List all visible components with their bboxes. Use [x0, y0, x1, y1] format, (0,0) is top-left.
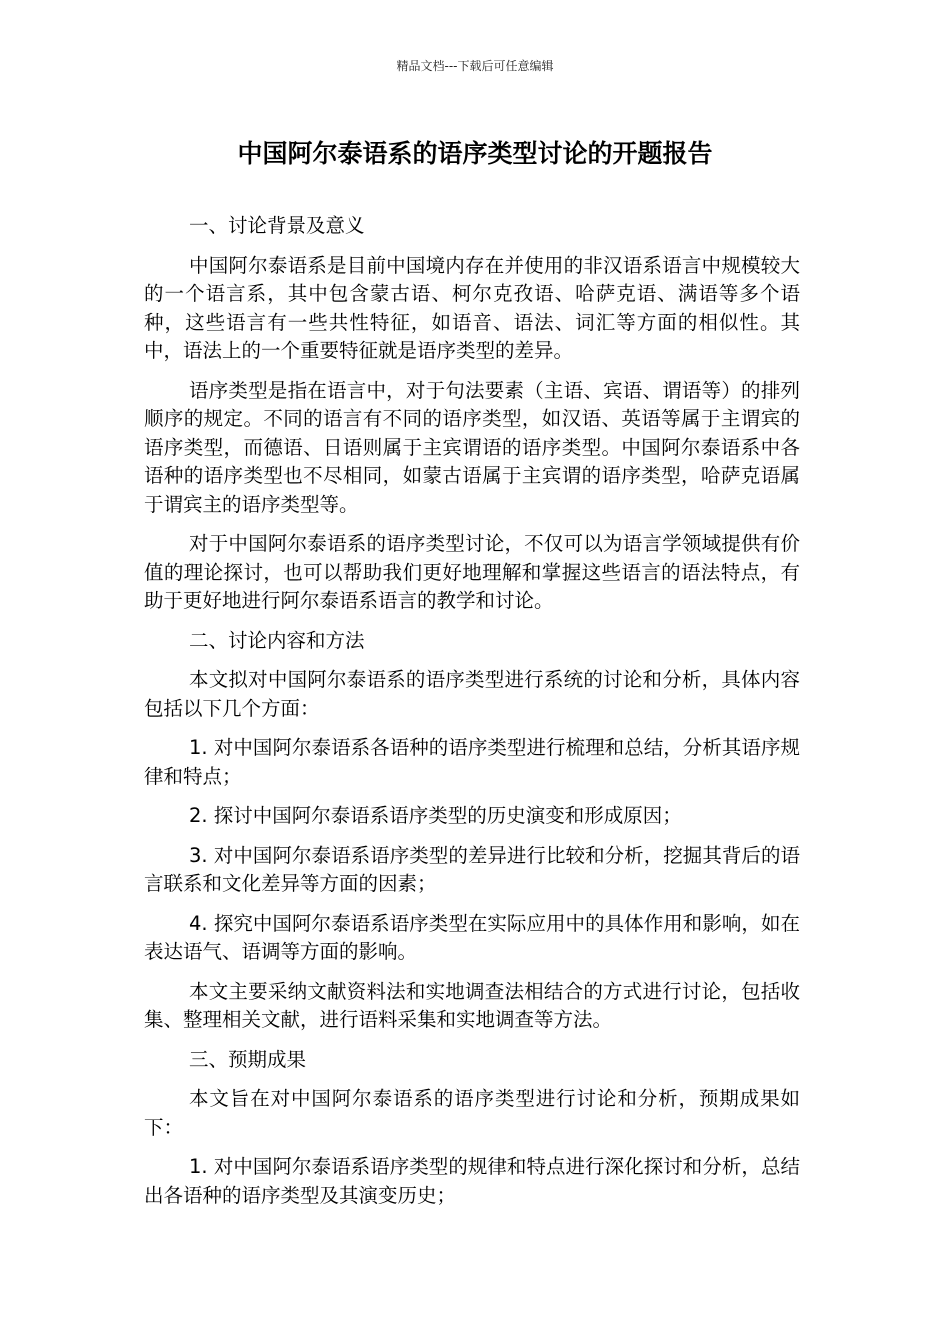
section-heading-background: 一、讨论背景及意义: [189, 214, 365, 237]
paragraph-background-2: 语序类型是指在语言中，对于句法要素（主语、宾语、谓语等）的排列顺序的规定。不同的语言有不同的语序类型，如汉语、英语等属于主谓宾的语序类型，而德语、日语则属于主宾谓语的语序类型。中国阿尔泰语系中各语种的语序类型也不尽相同，如蒙古语属于主宾谓的语序类型，哈萨克语属于谓宾主的语序类型等。: [144, 378, 800, 516]
paragraph-method: 本文主要采纳文献资料法和实地调查法相结合的方式进行讨论，包括收集、整理相关文献，进行语料采集和实地调查等方法。: [144, 979, 800, 1031]
paragraph-background-3: 对于中国阿尔泰语系的语序类型讨论，不仅可以为语言学领域提供有价值的理论探讨，也可以帮助我们更好地理解和掌握这些语言的语法特点，有助于更好地进行阿尔泰语系语言的教学和讨论。: [144, 532, 800, 612]
paragraph-content-intro: 本文拟对中国阿尔泰语系的语序类型进行系统的讨论和分析，具体内容包括以下几个方面：: [144, 668, 800, 720]
list-item-content-2: 2. 探讨中国阿尔泰语系语序类型的历史演变和形成原因；: [189, 804, 682, 827]
list-item-content-3: 3. 对中国阿尔泰语系语序类型的差异进行比较和分析，挖掘其背后的语言联系和文化差异等方面的因素；: [144, 843, 800, 895]
paragraph-background-1: 中国阿尔泰语系是目前中国境内存在并使用的非汉语系语言中规模较大的一个语言系，其中包含蒙古语、柯尔克孜语、哈萨克语、满语等多个语种，这些语言有一些共性特征，如语音、语法、词汇等方面的相似性。其中，语法上的一个重要特征就是语序类型的差异。: [144, 253, 800, 362]
list-item-results-1: 1. 对中国阿尔泰语系语序类型的规律和特点进行深化探讨和分析，总结出各语种的语序类型及其演变历史；: [144, 1155, 800, 1207]
document-body: [144, 212, 800, 1221]
document-title: 中国阿尔泰语系的语序类型讨论的开题报告: [237, 139, 713, 168]
section-heading-expected-results: 三、预期成果: [189, 1047, 307, 1071]
paragraph-results-intro: 本文旨在对中国阿尔泰语系的语序类型进行讨论和分析，预期成果如下：: [144, 1087, 800, 1139]
page-header-watermark: 精品文档---下载后可任意编辑: [396, 59, 554, 73]
list-item-content-1: 1. 对中国阿尔泰语系各语种的语序类型进行梳理和总结，分析其语序规律和特点；: [144, 736, 800, 788]
section-heading-content-method: 二、讨论内容和方法: [189, 628, 365, 652]
list-item-content-4: 4. 探究中国阿尔泰语系语序类型在实际应用中的具体作用和影响，如在表达语气、语调等方面的影响。: [144, 911, 800, 963]
